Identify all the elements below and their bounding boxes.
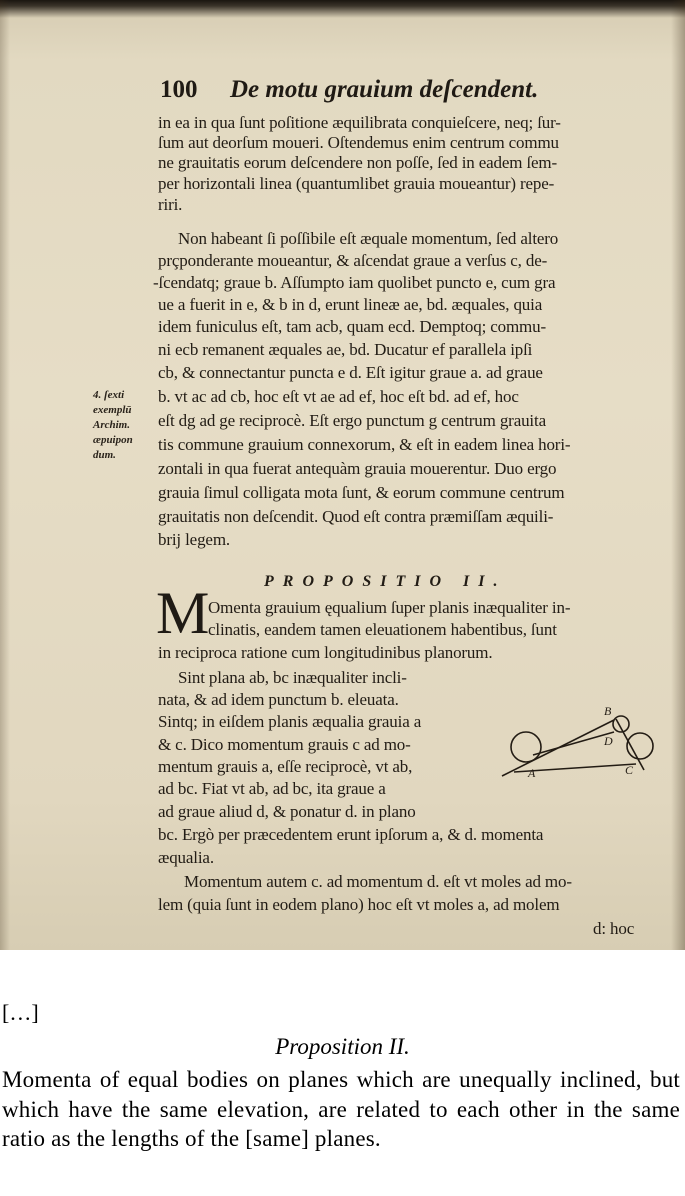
translation-title: Proposition II. bbox=[275, 1034, 410, 1059]
text-line: eſt dg ad ge reciprocè. Eſt ergo punctum g centrum grauita bbox=[158, 411, 546, 430]
text-line: per horizontali linea (quantumlibet grauia moueantur) repe- bbox=[158, 174, 555, 193]
text-line: idem funiculus eſt, tam acb, quam ecd. Demptoq; commu- bbox=[158, 317, 546, 336]
text-line: cb, & connectantur puncta e d. Eſt igitur graue a. ad graue bbox=[158, 363, 543, 382]
text-line: lem (quia ſunt in eodem plano) hoc eſt vt moles a, ad molem bbox=[158, 895, 560, 914]
label-b: B bbox=[604, 704, 612, 718]
text-line: æqualia. bbox=[158, 848, 214, 867]
text-line: riri. bbox=[158, 195, 183, 214]
text-line: prçponderante moueantur, & aſcendat graue a verſus c, de- bbox=[158, 251, 548, 270]
text-line: Sint plana ab, bc inæqualiter incli- bbox=[178, 668, 407, 687]
text-line: clinatis, eandem tamen eleuationem habentibus, ſunt bbox=[208, 620, 557, 639]
margin-note-line: 4. ſexti bbox=[93, 389, 125, 401]
text-line: Omenta grauium ęqualium ſuper planis inæqualiter in- bbox=[208, 598, 571, 617]
inclined-planes-figure bbox=[498, 702, 663, 782]
text-line: Sintq; in eiſdem planis æqualia grauia a bbox=[158, 712, 422, 731]
text-line: Momentum autem c. ad momentum d. eſt vt moles ad mo- bbox=[184, 872, 572, 891]
drop-cap: M bbox=[156, 580, 210, 646]
text-line: grauia ſimul colligata mota ſunt, & eorum commune centrum bbox=[158, 483, 565, 502]
text-line: ni ecb remanent æquales ae, bd. Ducatur ef parallela ipſi bbox=[158, 340, 533, 359]
text-line: nata, & ad idem punctum b. eleuata. bbox=[158, 690, 399, 709]
label-c: C bbox=[625, 763, 634, 777]
text-line: d: hoc bbox=[593, 919, 635, 938]
margin-note-line: æpuipon bbox=[93, 434, 133, 446]
label-d: D bbox=[604, 734, 613, 748]
text-line: tis commune grauium connexorum, & eſt in eadem linea hori- bbox=[158, 435, 571, 454]
ellipsis-marker: […] bbox=[2, 1000, 39, 1025]
weight-a-circle bbox=[511, 732, 541, 762]
text-line: in reciproca ratione cum longitudinibus planorum. bbox=[158, 643, 493, 662]
text-line: grauitatis non deſcendit. Quod eſt contra præmiſſam æquili- bbox=[158, 507, 554, 526]
text-line: Non habeant ſi poſſibile eſt æquale momentum, ſed altero bbox=[178, 229, 559, 248]
text-line: ad bc. Fiat vt ab, ad bc, ita graue a bbox=[158, 779, 386, 798]
text-line: zontali in qua fuerat antequàm grauia mouerentur. Duo ergo bbox=[158, 459, 557, 478]
running-title: De motu grauium deſcendent. bbox=[230, 76, 539, 103]
cord-line bbox=[533, 732, 614, 755]
text-line: ad graue aliud d, & ponatur d. in plano bbox=[158, 802, 416, 821]
text-line: b. vt ac ad cb, hoc eſt vt ae ad ef, hoc eſt bd. ad ef, hoc bbox=[158, 387, 519, 406]
running-head bbox=[160, 76, 630, 112]
text-line: mentum grauis a, eſſe reciprocè, vt ab, bbox=[158, 757, 413, 776]
margin-note-line: dum. bbox=[93, 449, 116, 461]
text-line: ne grauitatis eorum deſcendere non poſſe, ſed in eadem ſem- bbox=[158, 153, 557, 172]
text-line: ue a fuerit in e, & b in d, erunt lineæ ae, bd. æquales, quia bbox=[158, 295, 543, 314]
translation-text: Momenta of equal bodies on planes which are unequally inclined, but which have the same elevation, are related to each other in the same ratio as the lengths of the [same] planes. bbox=[2, 1067, 680, 1151]
text-line: & c. Dico momentum grauis c ad mo- bbox=[158, 735, 411, 754]
page-number: 100 bbox=[160, 76, 198, 103]
text-line: -ſcendatq; graue b. Aſſumpto iam quolibet puncto e, cum gra bbox=[153, 273, 556, 292]
proposition-heading: PROPOSITIO II. bbox=[264, 573, 507, 590]
margin-note-line: exemplū bbox=[93, 404, 132, 416]
margin-note-line: Archim. bbox=[93, 419, 130, 431]
text-line: ſum aut deorſum moueri. Oſtendemus enim centrum commu bbox=[158, 133, 559, 152]
text-line: in ea in qua ſunt poſitione æquilibrata conquieſcere, neq; ſur- bbox=[158, 113, 561, 132]
label-a: A bbox=[528, 766, 536, 780]
text-line: bc. Ergò per præcedentem erunt ipſorum a, & d. momenta bbox=[158, 825, 544, 844]
text-line: brij legem. bbox=[158, 530, 230, 549]
